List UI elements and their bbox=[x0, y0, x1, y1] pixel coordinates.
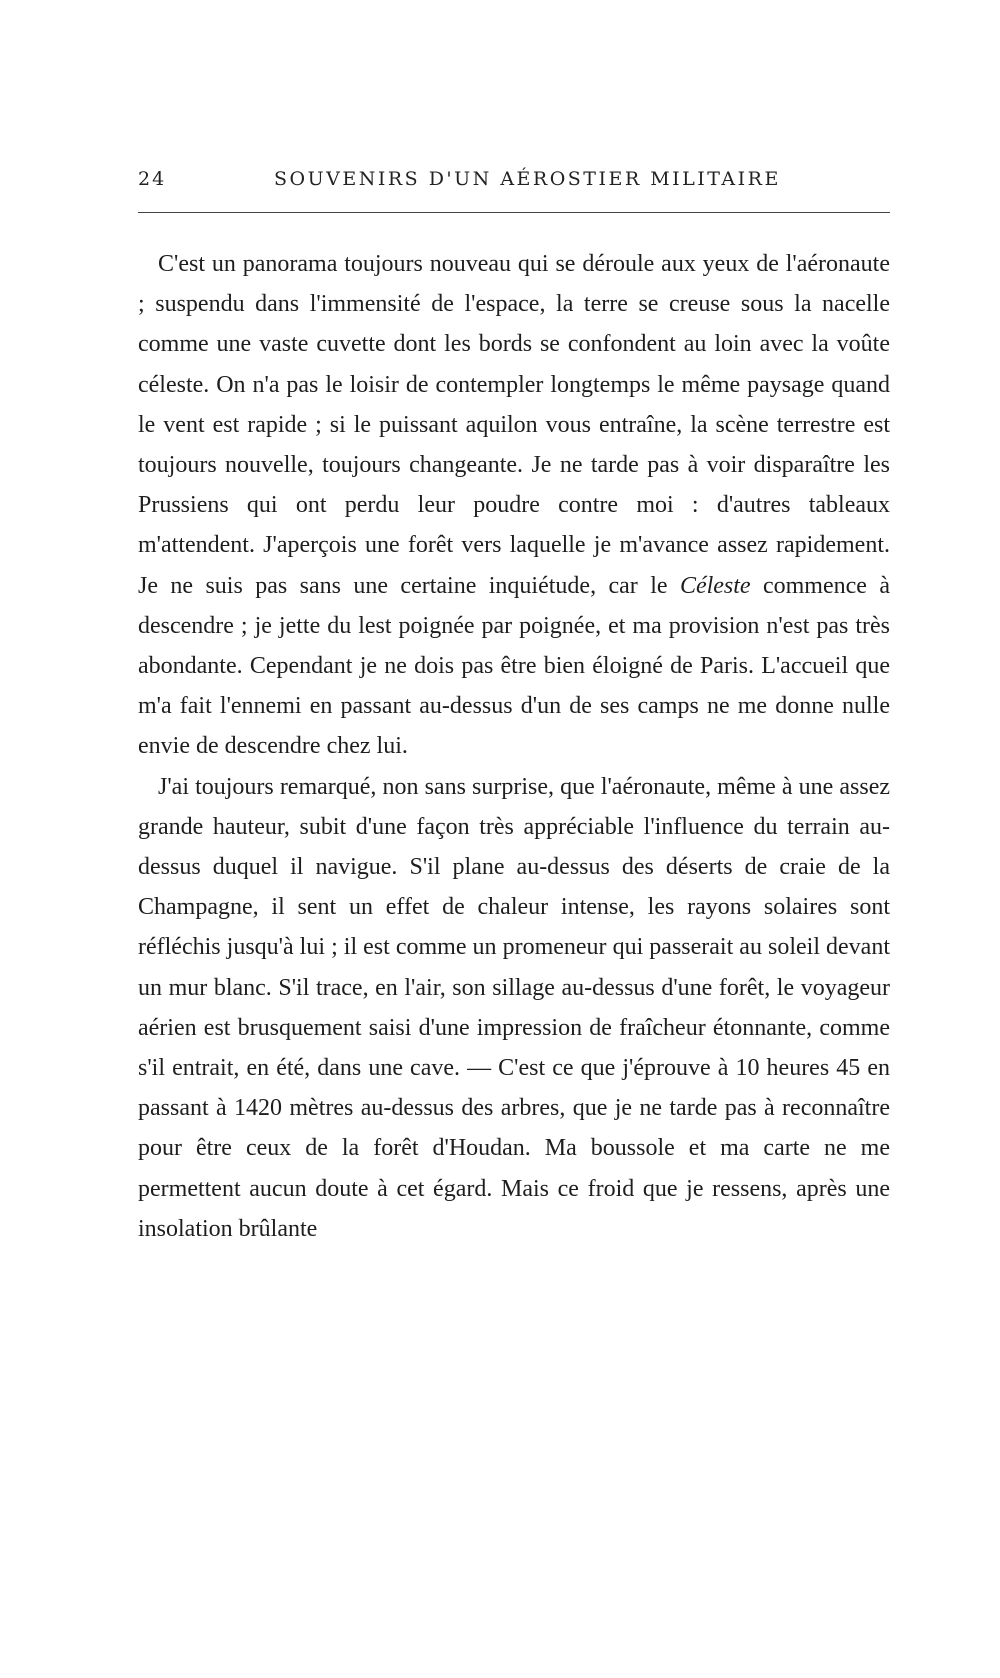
ship-name-italic: Céleste bbox=[679, 572, 751, 599]
header-rule bbox=[138, 212, 890, 213]
paragraph-1-text-b: commence à descendre ; je jette du lest poignée par poignée, et ma provision n'est pas très abondante. Cependant je ne dois pas être bien éloigné de Paris. L'accueil que m'a fait l'ennemi en passant au-dessus d'un de ses camps ne me donne nulle envie de descendre chez lui. bbox=[138, 572, 890, 760]
paragraph-1-text-a: C'est un panorama toujours nouveau qui se déroule aux yeux de l'aéronaute ; suspendu dans l'immensité de l'espace, la terre se creuse sous la nacelle comme une vaste cuvette dont les bords se confondent au loin avec la voûte céleste. On n'a pas le loisir de contempler longtemps le même paysage quand le vent est rapide ; si le puissant aquilon vous entraîne, la scène terrestre est toujours nouvelle, toujours changeante. Je ne tarde pas à voir disparaître les Prussiens qui ont perdu leur poudre contre moi : d'autres tableaux m'attendent. J'aperçois une forêt vers laquelle je m'avance assez rapidement. Je ne suis pas sans une certaine inquiétude, car le bbox=[138, 251, 890, 599]
paragraph-1 bbox=[138, 244, 890, 767]
page-number: 24 bbox=[138, 168, 167, 190]
running-title: SOUVENIRS D'UN AÉROSTIER MILITAIRE bbox=[274, 168, 781, 190]
body-text bbox=[138, 244, 890, 1249]
page-header bbox=[138, 160, 890, 196]
paragraph-2: J'ai toujours remarqué, non sans surprise, que l'aéronaute, même à une assez grande hauteur, subit d'une façon très appréciable l'influence du terrain au-dessus duquel il navigue. S'il plane au-dessus des déserts de craie de la Champagne, il sent un effet de chaleur intense, les rayons solaires sont réfléchis jusqu'à lui ; il est comme un promeneur qui passerait au soleil devant un mur blanc. S'il trace, en l'air, son sillage au-dessus d'une forêt, le voyageur aérien est brusquement saisi d'une impression de fraîcheur étonnante, comme s'il entrait, en été, dans une cave. — C'est ce que j'éprouve à 10 heures 45 en passant à 1420 mètres au-dessus des arbres, que je ne tarde pas à reconnaître pour être ceux de la forêt d'Houdan. Ma boussole et ma carte ne me permettent aucun doute à cet égard. Mais ce froid que je ressens, après une insolation brûlante bbox=[138, 773, 890, 1242]
